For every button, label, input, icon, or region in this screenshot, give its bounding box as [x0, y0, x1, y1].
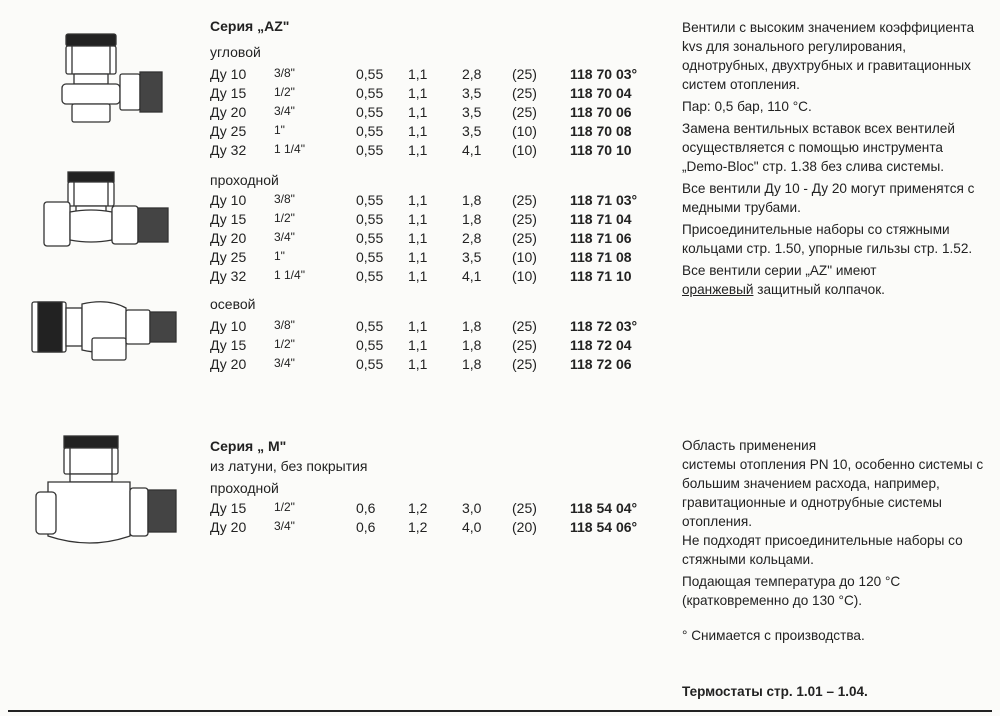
az-group-label-straight: проходной	[210, 172, 279, 188]
table-row: Ду 32 1 1/4" 0,55 1,1 4,1 (10) 118 70 10	[210, 142, 632, 158]
az-group-label-axial: осевой	[210, 296, 256, 312]
m-description	[682, 436, 992, 613]
axial-valve-illustration	[28, 294, 178, 364]
az-desc-purpose: Вентили с высоким значением коэффициента kvs для зонального регулирования, однотрубных, двухтрубных и гравитационных систем отопления.	[682, 20, 975, 92]
straight-valve-illustration	[38, 168, 178, 258]
m-desc-area-heading: Область применения	[682, 438, 817, 453]
az-desc-steam: Пар: 0,5 бар, 110 °С.	[682, 99, 812, 114]
table-row: Ду 20 3/4" 0,55 1,1 3,5 (25) 118 70 06	[210, 104, 632, 120]
az-description	[682, 18, 992, 302]
m-series-title: Серия „ M"	[210, 438, 287, 454]
table-row: Ду 10 3/8" 0,55 1,1 1,8 (25) 118 72 03°	[210, 318, 638, 334]
m-desc-temperature: Подающая температура до 120 °С (кратковременно до 130 °С).	[682, 574, 901, 608]
discontinued-footnote: ° Снимается с производства.	[682, 628, 865, 643]
table-row: Ду 32 1 1/4" 0,55 1,1 4,1 (10) 118 71 10	[210, 268, 632, 284]
table-row: Ду 15 1/2" 0,6 1,2 3,0 (25) 118 54 04°	[210, 500, 638, 516]
az-desc-cap-color: Все вентили серии „AZ" имеют оранжевый защитный колпачок.	[682, 263, 885, 297]
table-row: Ду 10 3/8" 0,55 1,1 1,8 (25) 118 71 03°	[210, 192, 638, 208]
table-row: Ду 15 1/2" 0,55 1,1 3,5 (25) 118 70 04	[210, 85, 632, 101]
m-series-valve-illustration	[30, 432, 180, 554]
m-desc-not-suitable: Не подходят присоединительные наборы со стяжными кольцами.	[682, 533, 963, 567]
table-row: Ду 10 3/8" 0,55 1,1 2,8 (25) 118 70 03°	[210, 66, 638, 82]
bottom-rule	[8, 710, 992, 712]
m-group-label-straight: проходной	[210, 480, 279, 496]
table-row: Ду 20 3/4" 0,55 1,1 1,8 (25) 118 72 06	[210, 356, 632, 372]
table-row: Ду 25 1" 0,55 1,1 3,5 (10) 118 70 08	[210, 123, 632, 139]
orange-word: оранжевый	[682, 282, 754, 297]
m-desc-application: системы отопления PN 10, особенно системы с большим значением расхода, например, гравитационные и однотрубные системы отопления.	[682, 457, 984, 529]
az-desc-connection-sets: Присоединительные наборы со стяжными кольцами стр. 1.50, упорные гильзы стр. 1.52.	[682, 222, 973, 256]
table-row: Ду 20 3/4" 0,6 1,2 4,0 (20) 118 54 06°	[210, 519, 638, 535]
table-row: Ду 15 1/2" 0,55 1,1 1,8 (25) 118 71 04	[210, 211, 632, 227]
az-group-label-angle: угловой	[210, 44, 261, 60]
az-desc-copper-pipes: Все вентили Ду 10 - Ду 20 могут применятся с медными трубами.	[682, 181, 975, 215]
az-series-title: Серия „AZ"	[210, 18, 290, 34]
table-row: Ду 15 1/2" 0,55 1,1 1,8 (25) 118 72 04	[210, 337, 632, 353]
m-series-material: из латуни, без покрытия	[210, 458, 368, 474]
table-row: Ду 25 1" 0,55 1,1 3,5 (10) 118 71 08	[210, 249, 632, 265]
table-row: Ду 20 3/4" 0,55 1,1 2,8 (25) 118 71 06	[210, 230, 632, 246]
thermostats-reference: Термостаты стр. 1.01 – 1.04.	[682, 684, 868, 699]
az-desc-insert-replacement: Замена вентильных вставок всех вентилей осуществляется с помощью инструмента „Demo-Bloc" стр. 1.38 без слива системы.	[682, 121, 955, 174]
angle-valve-illustration	[38, 30, 168, 126]
